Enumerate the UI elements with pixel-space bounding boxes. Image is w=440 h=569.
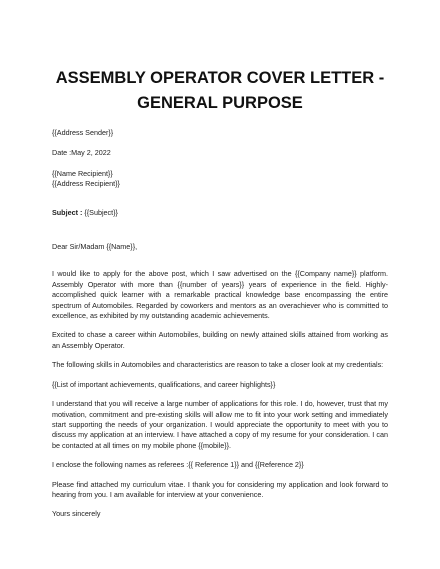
- paragraph-references: I enclose the following names as referees :{{ Reference 1}} and {{Reference 2}}: [52, 460, 304, 470]
- paragraph-attachments: Please find attached my curriculum vitae. I thank you for considering my application and look forward to hearing from you. I am available for interview at your convenience.: [52, 479, 388, 499]
- paragraph-achievements: {{List of important achievements, qualifications, and career highlights}}: [52, 379, 276, 389]
- title-line-2: GENERAL PURPOSE: [137, 94, 303, 112]
- paragraph-motivation: I understand that you will receive a large number of applications for this role. I do, however, trust that my motivation, commitment and pre-existing skills will allow me to fit into your work setting and immediately start supporting the needs of your organization. I would appreciate the opportunity to meet with you to discuss my application at an interview. I have attached a copy of my resume for your consideration. I can be contacted at all times on my mobile phone {{mobile}}.: [52, 399, 388, 450]
- paragraph-introduction: I would like to apply for the above post, which I saw advertised on the {{Company name}} platform. Assembly Operator with more than {{number of years}} years of experience in the field. Highly-accomplished quick learner with a remarkable practical knowledge base encompassing the entire spectrum of Automobiles. Regarded by coworkers and mentors as an overachiever who is committed to excellence, as exhibited by my outstanding academic achievements.: [52, 269, 388, 321]
- name-recipient: {{Name Recipient}}: [52, 168, 113, 178]
- subject-label: Subject :: [52, 207, 83, 217]
- letter-date: Date :May 2, 2022: [52, 148, 111, 158]
- subject-line: [52, 208, 388, 218]
- recipient-block: [52, 169, 388, 190]
- address-recipient: {{Address Recipient}}: [52, 179, 120, 189]
- greeting: Dear Sir/Madam {{Name}},: [52, 242, 138, 252]
- paragraph-skills-intro: The following skills in Automobiles and characteristics are reason to take a closer look at my credentials:: [52, 360, 384, 370]
- document-title: [52, 66, 388, 116]
- address-sender: {{Address Sender}}: [52, 128, 114, 137]
- title-line-1: ASSEMBLY OPERATOR COVER LETTER -: [55, 69, 385, 87]
- subject-value: {{Subject}}: [82, 207, 118, 217]
- letter-body: [52, 128, 388, 520]
- closing: Yours sincerely: [52, 509, 101, 519]
- paragraph-career-goal: Excited to chase a career within Automobiles, building on newly attained skills attained from working as an Assembly Operator.: [52, 330, 388, 350]
